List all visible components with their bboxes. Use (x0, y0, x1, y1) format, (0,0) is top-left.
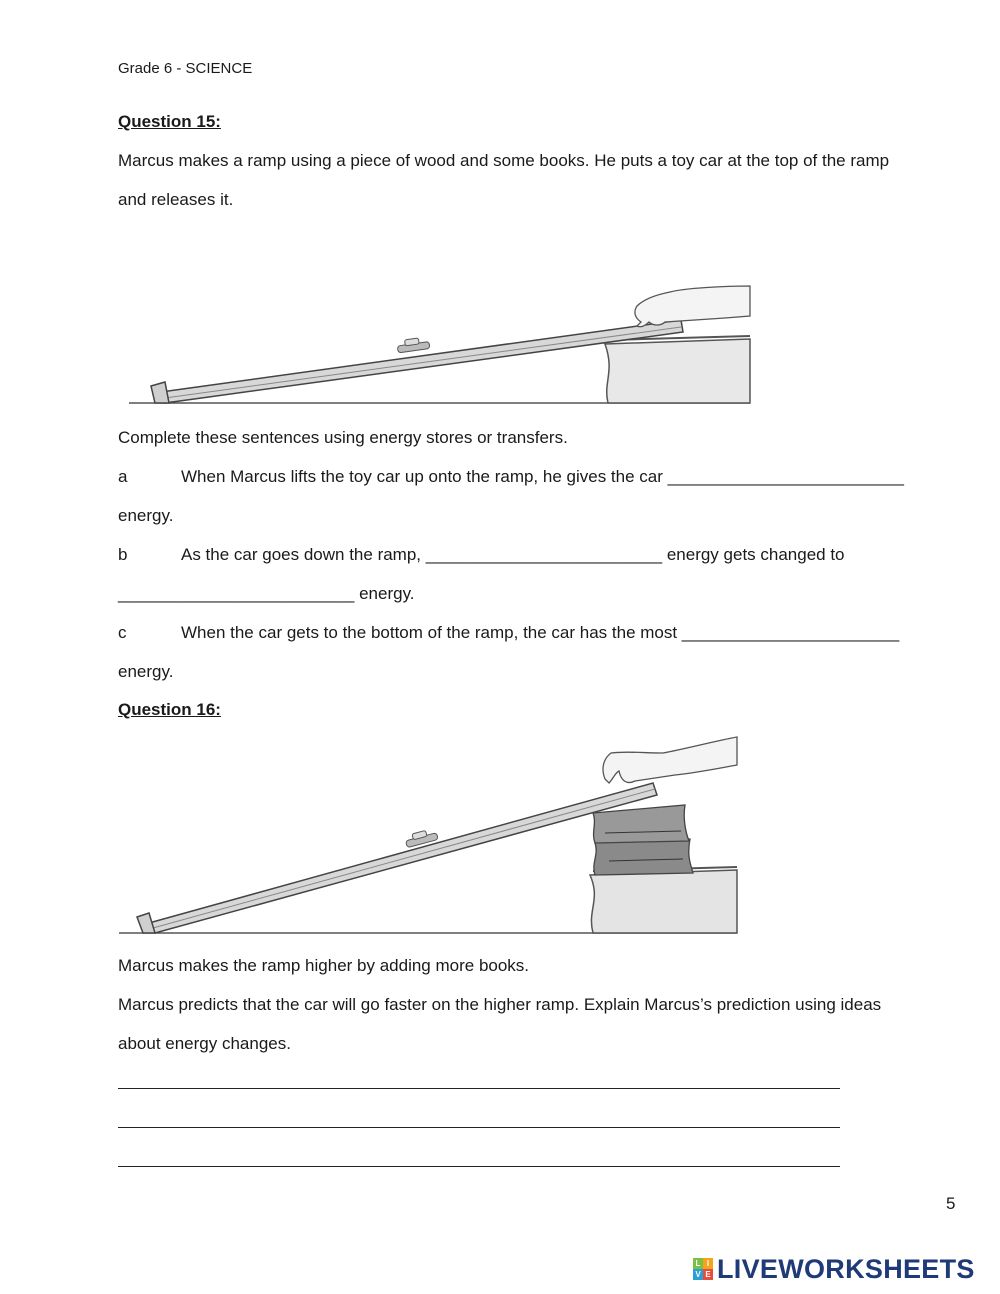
badge-letter-l: L (693, 1258, 703, 1269)
ramp-illustration-low (125, 282, 755, 408)
q15-intro-line-2: and releases it. (118, 190, 234, 209)
hand-illustration (635, 286, 750, 327)
q15-a-line-2: energy. (118, 506, 174, 525)
ramp-plank (137, 783, 657, 933)
q15-c-line-2: energy. (118, 662, 174, 681)
page-number: 5 (946, 1194, 956, 1213)
q15-instruction: Complete these sentences using energy stores or transfers. (118, 428, 568, 447)
q16-line-3: about energy changes. (118, 1034, 291, 1053)
q15-a-line-1: When Marcus lifts the toy car up onto the ramp, he gives the car _________________________ (181, 467, 904, 486)
q15-c-line-1: When the car gets to the bottom of the ramp, the car has the most _______________________ (181, 623, 900, 642)
hand-illustration (603, 737, 737, 783)
q15-letter-a: a (118, 467, 128, 486)
q15-letter-b: b (118, 545, 128, 564)
question-15-title: Question 15: (118, 112, 221, 131)
logo-text: LIVEWORKSHEETS (717, 1253, 975, 1284)
liveworksheets-logo (693, 1255, 975, 1283)
badge-letter-e: E (703, 1269, 713, 1280)
badge-letter-v: V (693, 1269, 703, 1280)
books-stack (590, 805, 737, 933)
answer-line-1[interactable] (118, 1088, 840, 1089)
q16-line-2: Marcus predicts that the car will go faster on the higher ramp. Explain Marcus’s prediction using ideas (118, 995, 882, 1014)
page-header: Grade 6 - SCIENCE (118, 60, 253, 77)
badge-letter-i: I (703, 1258, 713, 1269)
q15-b-line-2: _________________________ energy. (118, 584, 415, 603)
answer-line-3[interactable] (118, 1166, 840, 1167)
toy-car (397, 337, 430, 353)
q16-line-1: Marcus makes the ramp higher by adding more books. (118, 956, 530, 975)
question-16-title: Question 16: (118, 700, 221, 719)
ramp-plank (151, 320, 683, 403)
answer-line-2[interactable] (118, 1127, 840, 1128)
ramp-illustration-high (115, 735, 740, 937)
books-stack (605, 336, 750, 403)
q15-b-line-1: As the car goes down the ramp, _________________________ energy gets changed to (181, 545, 845, 564)
q15-intro-line-1: Marcus makes a ramp using a piece of wood and some books. He puts a toy car at the top of the ramp (118, 151, 890, 170)
q15-letter-c: c (118, 623, 127, 642)
logo-badge-icon (693, 1258, 713, 1280)
